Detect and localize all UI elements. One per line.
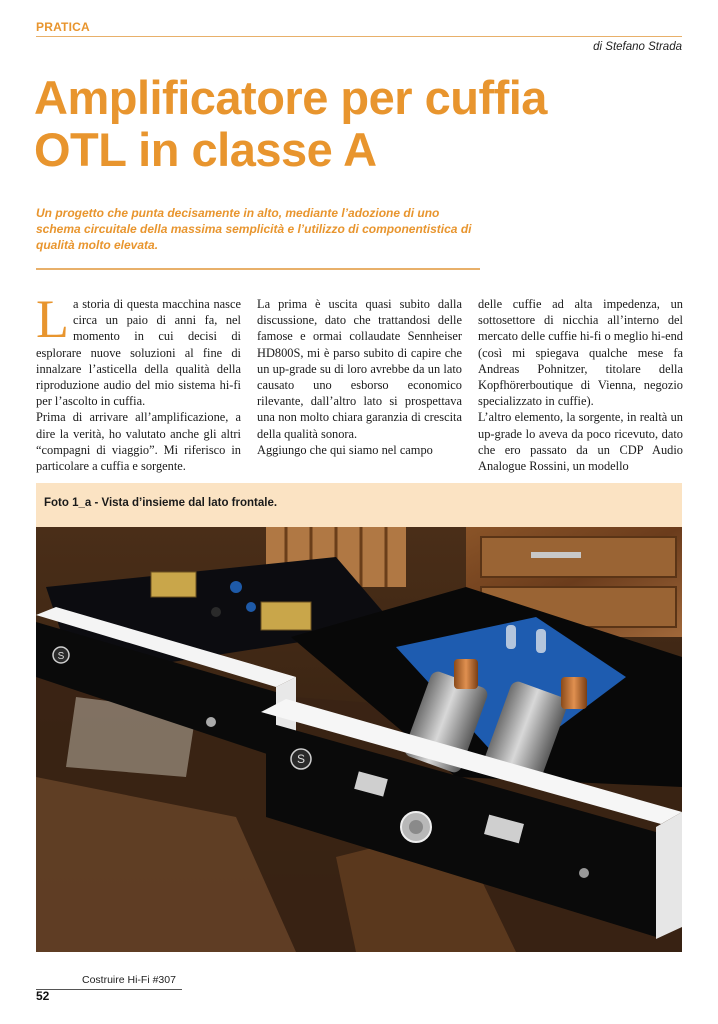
article-subtitle: Un progetto che punta decisamente in alto, mediante l’adozione di uno schema circuitale della massima semplicità e l’utilizzo di componentistica di qualità molto elevata.: [36, 206, 472, 252]
drop-cap: L: [36, 289, 69, 349]
right-amp-capacitor-1: [454, 659, 478, 689]
subtitle-divider: [36, 268, 480, 270]
text-column-1: [36, 289, 241, 474]
left-amp-transformer-2: [261, 602, 311, 630]
left-amp-logo-letter: S: [57, 651, 65, 662]
paragraph: Prima di arrivare all’amplificazione, a dire la verità, ho valutato anche gli altri “compagni di viaggio”. Mi riferisco in particolare a cuffia e sorgente.: [36, 410, 241, 474]
right-amp-frame-right: [656, 812, 682, 939]
paragraph: L’altro elemento, la sorgente, in realtà un up-grade lo aveva da poco ricevuto, dato che ero passato da un CDP Audio Analogue Rossini, un modello: [478, 410, 683, 474]
right-amp-logo-letter: S: [296, 752, 306, 766]
paragraph: Aggiungo che qui siamo nel campo: [257, 442, 433, 457]
right-amp-tube-2: [536, 629, 546, 653]
paragraph: delle cuffie ad alta impedenza, un sottosettore di nicchia all’interno del mercato delle cuffie hi-fi o meglio hi-end (così mi spiegava qualche mese fa Andreas Pohnitzer, titolare della Kopfhörerboutique di Vienna, negozio specializzato in cuffie).: [478, 297, 683, 409]
photo-caption: Foto 1_a - Vista d’insieme dal lato frontale.: [44, 497, 278, 509]
right-amp-capacitor-2: [561, 677, 587, 709]
photo-caption-box: [36, 483, 682, 527]
photo-amplifiers: [36, 527, 682, 952]
left-amp-transformer-1: [151, 572, 196, 597]
article-title: [34, 72, 694, 176]
title-line-1: Amplificatore per cuffia: [34, 71, 547, 124]
title-line-2: OTL in classe A: [34, 123, 377, 176]
paragraph: La prima è uscita quasi subito dalla discussione, dato che trattandosi delle famose e ormai collaudate Sennheiser HD800S, mi è parso subito di capire che un up-grade su di loro avrebbe da un lato causato uno esborso economico rilevante, dall’altro lato si prospettava una non molto chiara garanzia di crescita della qualità sonora.: [257, 297, 462, 441]
page-number: 52: [36, 989, 50, 1003]
section-label: PRATICA: [36, 20, 90, 34]
text-column-3: [478, 296, 683, 474]
right-amp-tube-1: [506, 625, 516, 649]
text-column-2: [257, 296, 462, 458]
cabinet-handle: [531, 552, 581, 558]
author-byline: di Stefano Strada: [593, 41, 682, 53]
paragraph: La storia di questa macchina nasce circa un paio di anni fa, nel momento in cui decisi di esplorare nuove soluzioni al fine di innalzare l’asticella della qualità della riproduzione audio del mio sistema hi-fi per l’ascolto in cuffia.: [36, 289, 241, 409]
footer-divider: [36, 989, 182, 990]
footer-magazine: Costruire Hi-Fi #307: [82, 974, 176, 986]
section-divider: [36, 36, 682, 37]
